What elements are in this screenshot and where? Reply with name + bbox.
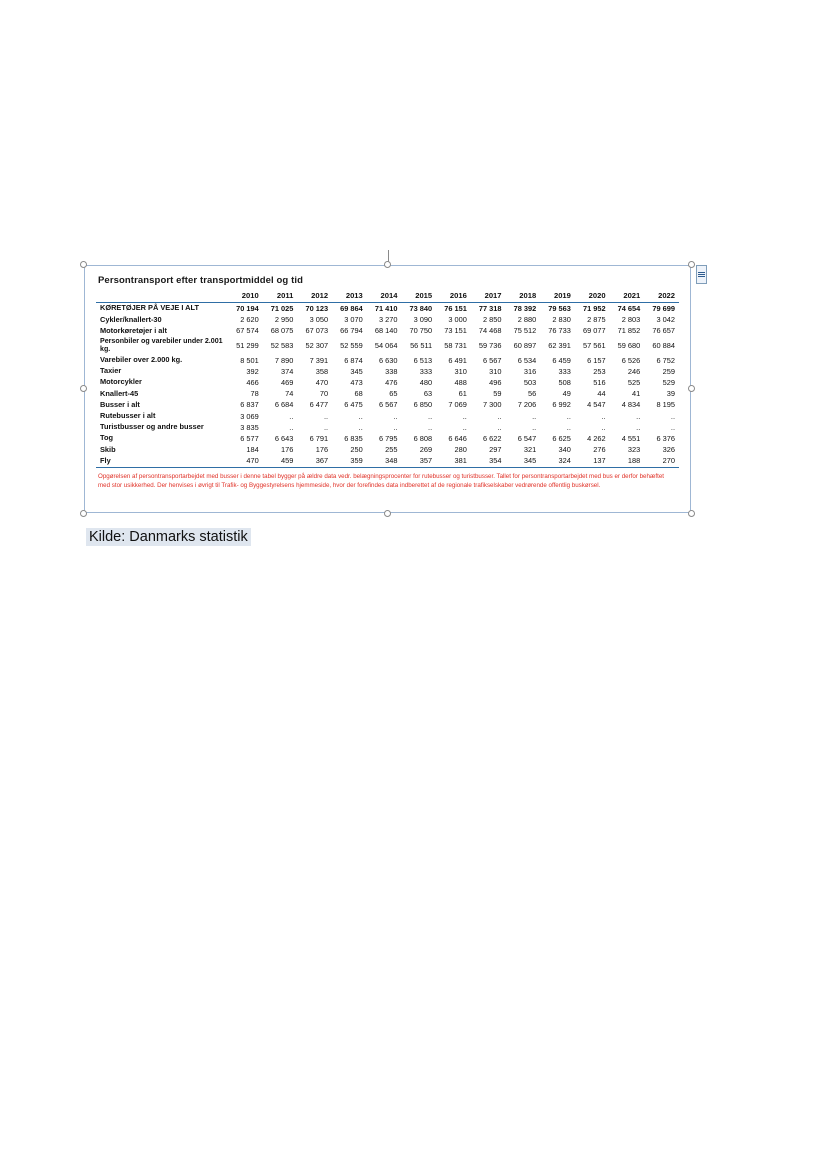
table-cell: .. xyxy=(462,411,467,421)
table-cell: 61 xyxy=(458,389,467,399)
table-cell: 6 459 xyxy=(552,355,571,365)
table-cell: 56 511 xyxy=(410,341,433,351)
table-cell: 7 890 xyxy=(274,355,294,365)
table-cell: 466 xyxy=(246,378,259,388)
table-cell: 333 xyxy=(419,366,433,376)
table-cell: 2 850 xyxy=(483,315,502,325)
table-cell: 358 xyxy=(315,366,329,376)
table-col-header: 2021 xyxy=(610,290,645,303)
table-title: Persontransport efter transportmiddel og tid xyxy=(98,275,303,286)
table-cell: 6 850 xyxy=(413,400,433,410)
table-cell: 473 xyxy=(350,378,363,388)
table-row-label: KØRETØJER PÅ VEJE I ALT xyxy=(100,303,199,313)
table-cell: 488 xyxy=(454,378,467,388)
table-cell: 340 xyxy=(558,445,571,455)
table-cell: 6 874 xyxy=(344,355,363,365)
table-cell: 71 952 xyxy=(582,304,606,314)
table-cell: .. xyxy=(428,422,433,432)
table-cell: 69 077 xyxy=(582,326,606,336)
table-row xyxy=(96,355,679,366)
table-col-header: 2016 xyxy=(436,290,471,303)
resize-handle-bottom-right[interactable] xyxy=(688,510,695,517)
table-row xyxy=(96,444,679,455)
table-cell: .. xyxy=(532,422,537,432)
table-cell: 137 xyxy=(575,455,610,468)
table-cell: 354 xyxy=(471,455,506,468)
table-cell: 73 151 xyxy=(444,326,467,336)
table-cell: 316 xyxy=(523,366,537,376)
table-row xyxy=(96,411,679,422)
table-cell: 184 xyxy=(246,445,259,455)
table-cell: 276 xyxy=(593,445,606,455)
table-cell: 74 xyxy=(285,389,294,399)
table-cell: 75 512 xyxy=(513,326,537,336)
table-cell: 4 834 xyxy=(621,400,641,410)
table-row xyxy=(96,399,679,410)
table-row-label: Skib xyxy=(100,444,116,454)
resize-handle-middle-right[interactable] xyxy=(688,385,695,392)
table-col-header xyxy=(96,290,228,303)
resize-handle-top-center[interactable] xyxy=(384,261,391,268)
table-col-header: 2012 xyxy=(297,290,332,303)
table-cell: 459 xyxy=(263,455,298,468)
table-cell: .. xyxy=(566,411,571,421)
table-cell: 67 073 xyxy=(305,326,329,336)
table-cell: 255 xyxy=(385,445,398,455)
table-row xyxy=(96,422,679,433)
table-col-header: 2010 xyxy=(228,290,263,303)
table-cell: 52 559 xyxy=(340,341,363,351)
table-cell: 8 195 xyxy=(656,400,675,410)
table-cell: 529 xyxy=(662,378,675,388)
table-cell: .. xyxy=(497,411,502,421)
table-cell: 7 069 xyxy=(448,400,467,410)
table-cell: 44 xyxy=(597,389,606,399)
table-cell: 374 xyxy=(281,366,294,376)
table-cell: 6 376 xyxy=(656,434,675,444)
table-cell: 6 534 xyxy=(517,355,537,365)
table-row xyxy=(96,337,679,355)
table-cell: 357 xyxy=(401,455,436,468)
table-col-header: 2011 xyxy=(263,290,298,303)
table-row-label: Tog xyxy=(100,433,113,443)
resize-handle-top-right[interactable] xyxy=(688,261,695,268)
table-col-header: 2015 xyxy=(401,290,436,303)
table-cell: 76 151 xyxy=(444,304,467,314)
table-cell: 4 262 xyxy=(587,434,606,444)
table-cell: 4 551 xyxy=(621,434,641,444)
table-cell: .. xyxy=(670,411,675,421)
table-cell: 57 561 xyxy=(582,341,606,351)
table-col-header: 2020 xyxy=(575,290,610,303)
table-row xyxy=(96,377,679,388)
table-row-label: Rutebusser i alt xyxy=(100,411,156,421)
table-cell: 68 075 xyxy=(270,326,294,336)
table-cell: 69 864 xyxy=(340,304,363,314)
table-cell: 310 xyxy=(489,366,502,376)
table-cell: 41 xyxy=(632,389,641,399)
table-cell: 59 736 xyxy=(478,341,502,351)
table-cell: 3 835 xyxy=(240,422,259,432)
table-cell: 359 xyxy=(332,455,367,468)
table-cell: 2 620 xyxy=(240,315,259,325)
table-cell: 78 xyxy=(250,389,259,399)
table-cell: .. xyxy=(636,411,641,421)
table-cell: 8 501 xyxy=(240,355,259,365)
table-cell: 525 xyxy=(627,378,641,388)
table-cell: .. xyxy=(601,422,606,432)
table-cell: 508 xyxy=(558,378,571,388)
table-cell: .. xyxy=(428,411,433,421)
table-row-label: Motorkøretøjer i alt xyxy=(100,325,167,335)
table-cell: .. xyxy=(358,422,363,432)
table-cell: 68 xyxy=(354,389,363,399)
table-cell: 52 583 xyxy=(270,341,294,351)
table-cell: 6 477 xyxy=(309,400,329,410)
table-cell: 6 491 xyxy=(448,355,467,365)
table-cell: 70 xyxy=(319,389,329,399)
table-cell: 321 xyxy=(523,445,537,455)
table-cell: 59 xyxy=(493,389,502,399)
table-cell: 79 563 xyxy=(548,304,571,314)
table-cell: .. xyxy=(358,411,363,421)
table-cell: 6 513 xyxy=(413,355,433,365)
table-cell: 367 xyxy=(297,455,332,468)
table-row xyxy=(96,314,679,325)
table-cell: 3 000 xyxy=(448,315,467,325)
table-cell: 2 803 xyxy=(621,315,641,325)
resize-handle-top-left[interactable] xyxy=(80,261,87,268)
table-cell: .. xyxy=(636,422,641,432)
table-cell: 6 684 xyxy=(274,400,294,410)
table-cell: 71 410 xyxy=(374,304,398,314)
table-cell: 310 xyxy=(454,366,467,376)
table-cell: 2 950 xyxy=(274,315,294,325)
table-row xyxy=(96,303,679,315)
table-cell: 78 392 xyxy=(513,304,537,314)
table-cell: 74 654 xyxy=(617,304,641,314)
table-cell: 51 299 xyxy=(236,341,259,351)
table-col-header: 2014 xyxy=(367,290,402,303)
table-cell: 338 xyxy=(385,366,398,376)
table-cell: 6 625 xyxy=(552,434,571,444)
table-cell: 246 xyxy=(627,366,641,376)
table-row-label: Cykler/knallert-30 xyxy=(100,314,162,324)
table-cell: 503 xyxy=(523,378,537,388)
table-col-header: 2022 xyxy=(644,290,679,303)
table-cell: 3 069 xyxy=(240,411,259,421)
table-cell: 6 752 xyxy=(656,355,675,365)
table-row-label: Fly xyxy=(96,455,228,468)
table-cell: 6 643 xyxy=(274,434,294,444)
table-cell: 59 680 xyxy=(617,341,641,351)
table-cell: 3 070 xyxy=(344,315,363,325)
table-cell: .. xyxy=(601,411,606,421)
table-cell: 280 xyxy=(454,445,467,455)
table-cell: .. xyxy=(566,422,571,432)
table-footnote: Opgørelsen af persontransportarbejdet med busser i denne tabel bygger på ældre data vedr. belægningsprocenter for rutebusser og turistbusser. Tallet for persontransportarbejdet med bus er derfor behæftet med stor usikkerhed. Der henvises i øvrigt til Trafik- og Byggestyrelsens hjemmeside, hvor der forefindes data indberettet af de regionale trafikselskaber vedrørende offentlig buskørsel. xyxy=(98,473,665,490)
table-col-header: 2019 xyxy=(540,290,575,303)
table-cell: 76 733 xyxy=(548,326,571,336)
resize-handle-middle-left[interactable] xyxy=(80,385,87,392)
table-row xyxy=(96,388,679,399)
table-cell: 70 750 xyxy=(409,326,433,336)
table-cell: 250 xyxy=(350,445,363,455)
table-row-label: Knallert-45 xyxy=(100,388,139,398)
table-cell: 6 157 xyxy=(587,355,606,365)
table-cell: 2 880 xyxy=(517,315,537,325)
table-cell: .. xyxy=(323,422,329,432)
table-cell: 323 xyxy=(627,445,641,455)
table-cell: 3 090 xyxy=(413,315,433,325)
table-cell: 58 731 xyxy=(444,341,467,351)
object-options-icon[interactable] xyxy=(696,265,707,284)
table-cell: 326 xyxy=(662,445,675,455)
table-cell: 77 318 xyxy=(478,304,502,314)
source-caption: Kilde: Danmarks statistik xyxy=(86,528,251,546)
table-cell: 345 xyxy=(506,455,541,468)
table-cell: 6 475 xyxy=(344,400,363,410)
resize-handle-bottom-left[interactable] xyxy=(80,510,87,517)
table-cell: .. xyxy=(289,422,294,432)
table-cell: 516 xyxy=(593,378,606,388)
table-cell: 70 194 xyxy=(236,304,259,314)
resize-handle-bottom-center[interactable] xyxy=(384,510,391,517)
table-cell: 470 xyxy=(228,455,263,468)
embedded-object-selection[interactable] xyxy=(84,265,691,513)
table-cell: 324 xyxy=(540,455,575,468)
table-cell: 49 xyxy=(562,389,571,399)
table-cell: 6 791 xyxy=(309,434,329,444)
table-cell: 188 xyxy=(610,455,645,468)
table-cell: 54 064 xyxy=(374,341,398,351)
table-cell: 176 xyxy=(281,445,294,455)
table-cell: 3 042 xyxy=(656,315,675,325)
table-cell: 7 391 xyxy=(309,355,329,365)
table-cell: 253 xyxy=(593,366,606,376)
table-cell: 39 xyxy=(666,389,675,399)
table-row-label: Motorcykler xyxy=(100,377,142,387)
table-cell: 62 391 xyxy=(548,341,571,351)
table-cell: 297 xyxy=(489,445,502,455)
table-col-header: 2018 xyxy=(506,290,541,303)
table-cell: 6 547 xyxy=(517,434,537,444)
table-cell: .. xyxy=(323,411,329,421)
table-cell: 3 050 xyxy=(309,315,329,325)
table-cell: 6 646 xyxy=(448,434,467,444)
table-cell: 67 574 xyxy=(236,326,259,336)
table-cell: .. xyxy=(462,422,467,432)
table-cell: 76 657 xyxy=(652,326,675,336)
table-row xyxy=(96,455,679,468)
table-cell: 4 547 xyxy=(587,400,606,410)
table-cell: 56 xyxy=(527,389,537,399)
table-cell: 470 xyxy=(315,378,329,388)
table-cell: 71 025 xyxy=(270,304,294,314)
table-cell: 6 837 xyxy=(240,400,259,410)
table-cell: 269 xyxy=(419,445,433,455)
table-row xyxy=(96,325,679,336)
table-cell: 2 830 xyxy=(552,315,571,325)
table-cell: 7 300 xyxy=(483,400,502,410)
table-cell: 63 xyxy=(423,389,433,399)
table-cell: .. xyxy=(393,422,398,432)
table-row-label: Turistbusser og andre busser xyxy=(100,422,204,432)
table-cell: 348 xyxy=(367,455,402,468)
table-cell: .. xyxy=(532,411,537,421)
table-cell: 345 xyxy=(350,366,363,376)
table-cell: 392 xyxy=(246,366,259,376)
table-cell: 270 xyxy=(644,455,679,468)
table-cell: 6 622 xyxy=(483,434,502,444)
table-row-label: Taxier xyxy=(100,366,122,376)
table-cell: 6 992 xyxy=(552,400,571,410)
table-cell: 333 xyxy=(558,366,571,376)
table-cell: 6 808 xyxy=(413,434,433,444)
table-cell: 71 852 xyxy=(617,326,641,336)
table-cell: 73 840 xyxy=(409,304,433,314)
table-cell: 70 123 xyxy=(305,304,329,314)
table-cell: 480 xyxy=(419,378,433,388)
table-cell: .. xyxy=(670,422,675,432)
table-cell: 476 xyxy=(385,378,398,388)
table-cell: 65 xyxy=(389,389,398,399)
table-cell: 6 577 xyxy=(240,434,259,444)
table-cell: 469 xyxy=(281,378,294,388)
table-row xyxy=(96,366,679,377)
table-cell: .. xyxy=(393,411,398,421)
table-cell: 259 xyxy=(662,366,675,376)
table-cell: 6 567 xyxy=(378,400,398,410)
table-cell: 6 630 xyxy=(378,355,398,365)
table-cell: .. xyxy=(497,422,502,432)
table-cell: 7 206 xyxy=(517,400,537,410)
table-cell: 68 140 xyxy=(374,326,398,336)
table-row-label: Varebiler over 2.000 kg. xyxy=(100,355,183,365)
statistics-table-object[interactable] xyxy=(88,269,687,509)
table-cell: 6 795 xyxy=(378,434,398,444)
table-col-header: 2013 xyxy=(332,290,367,303)
table-body xyxy=(96,303,679,468)
table-cell: 60 884 xyxy=(652,341,675,351)
table-cell: 66 794 xyxy=(340,326,363,336)
table-cell: 2 875 xyxy=(587,315,606,325)
table-cell: 60 897 xyxy=(513,341,537,351)
table-cell: 6 526 xyxy=(621,355,641,365)
table-cell: 6 835 xyxy=(344,434,363,444)
table-header-row xyxy=(96,290,679,303)
table-row xyxy=(96,433,679,444)
table-cell: 79 699 xyxy=(652,304,675,314)
table-cell: 381 xyxy=(436,455,471,468)
table-cell: 6 567 xyxy=(483,355,502,365)
table-cell: 496 xyxy=(489,378,502,388)
statistics-table xyxy=(96,290,679,468)
table-cell: 52 307 xyxy=(305,341,329,351)
table-cell: 176 xyxy=(315,445,329,455)
table-row-label: Personbiler og varebiler under 2.001 kg. xyxy=(100,336,223,353)
table-col-header: 2017 xyxy=(471,290,506,303)
table-row-label: Busser i alt xyxy=(100,399,140,409)
table-cell: .. xyxy=(289,411,294,421)
table-cell: 74 468 xyxy=(478,326,502,336)
table-cell: 3 270 xyxy=(378,315,398,325)
